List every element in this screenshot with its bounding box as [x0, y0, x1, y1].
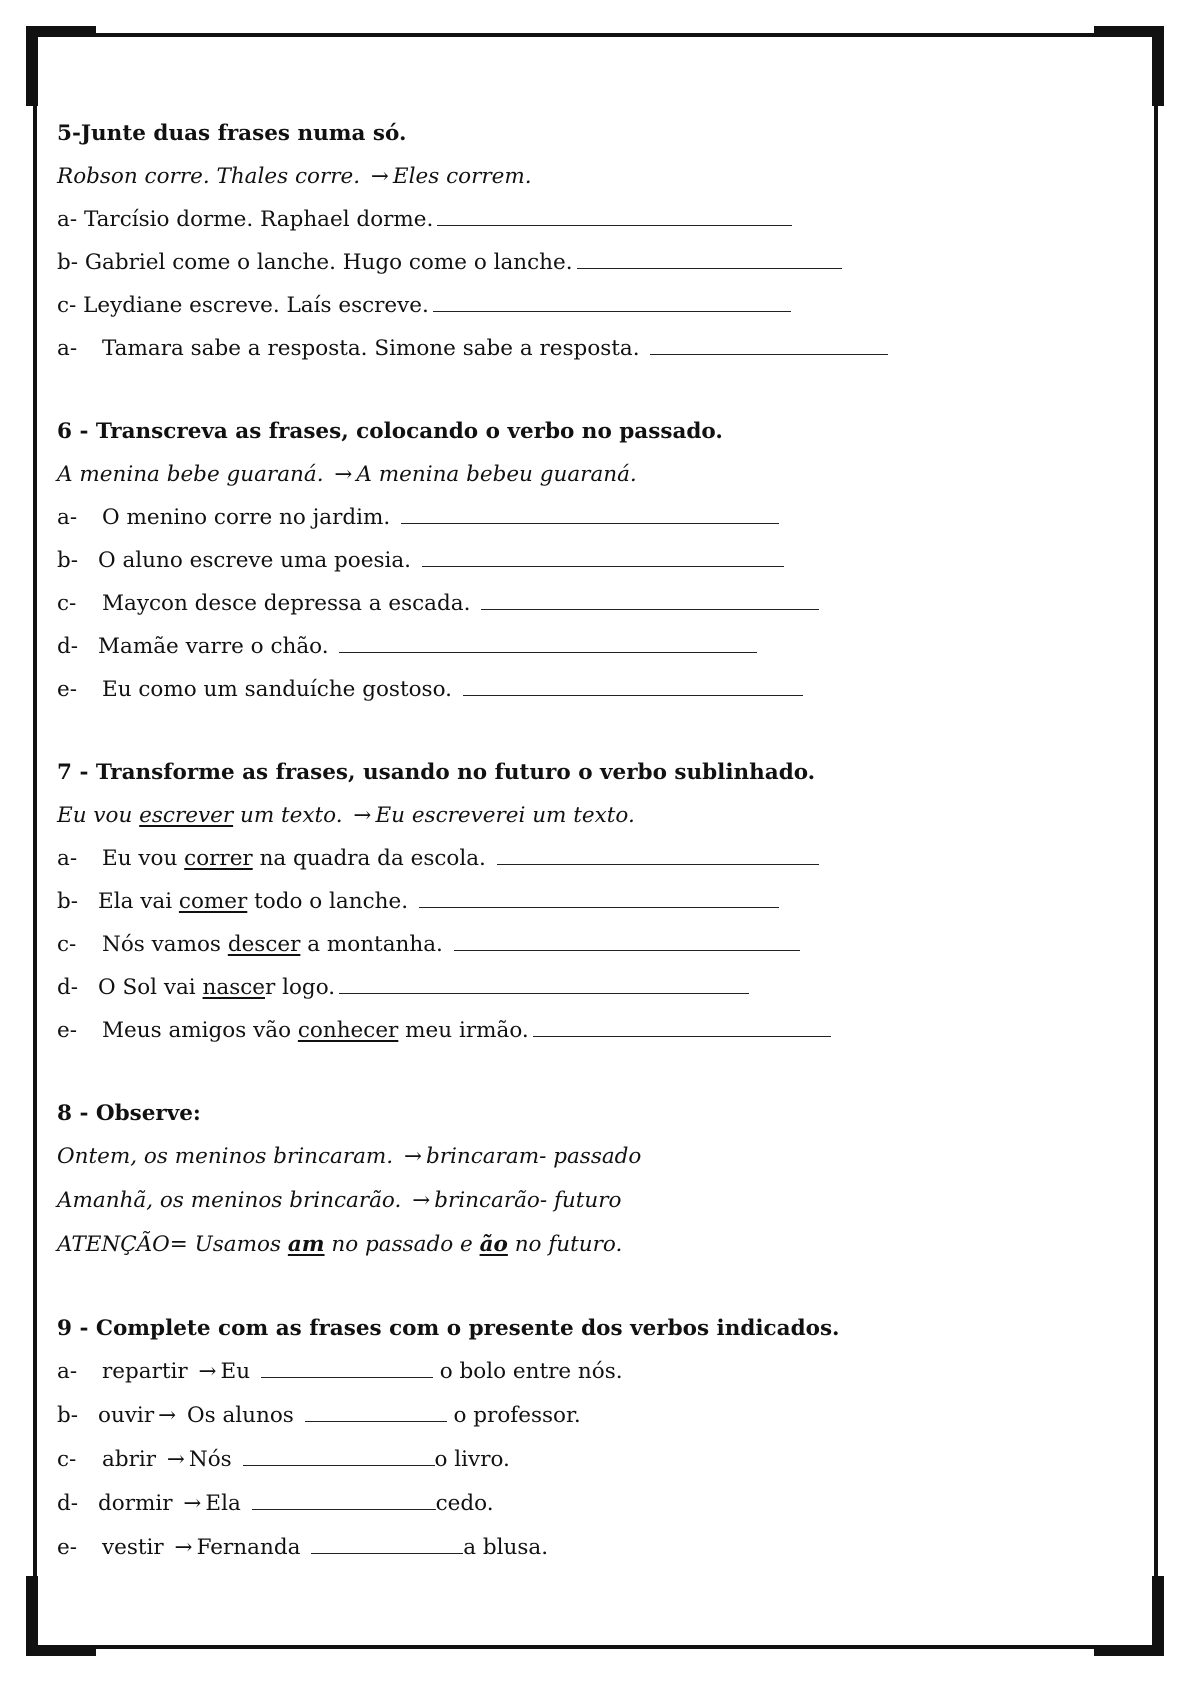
arrow-icon: → — [174, 1535, 193, 1560]
corner-ornament — [26, 26, 38, 106]
question-9 — [57, 1307, 1127, 1570]
arrow-icon: → — [412, 1188, 431, 1213]
question-8 — [57, 1092, 1127, 1267]
example-line: Eu vou escrever um texto. → Eu escreverei um texto. — [57, 803, 635, 828]
exercise-item: a- O menino corre no jardim. — [57, 496, 1127, 539]
arrow-icon: → — [198, 1359, 217, 1384]
underlined-verb: correr — [184, 846, 253, 871]
answer-blank[interactable] — [533, 1035, 831, 1037]
suffix-ao: ão — [479, 1232, 508, 1257]
answer-blank[interactable] — [339, 651, 757, 653]
exercise-item: a- repartir → Eu o bolo entre nós. — [57, 1359, 623, 1384]
answer-blank[interactable] — [577, 267, 842, 269]
arrow-icon: → — [183, 1491, 202, 1516]
answer-blank[interactable] — [437, 224, 792, 226]
answer-blank[interactable] — [252, 1508, 436, 1510]
exercise-item: d- Mamãe varre o chão. — [57, 625, 1127, 668]
arrow-icon: → — [370, 164, 389, 189]
answer-blank[interactable] — [261, 1376, 433, 1378]
underlined-verb: escrever — [139, 803, 234, 828]
exercise-item: a- Tarcísio dorme. Raphael dorme. — [57, 198, 1127, 241]
underlined-verb: conhecer — [297, 1018, 399, 1043]
corner-ornament — [1152, 1576, 1164, 1656]
exercise-item: c- abrir → Nós o livro. — [57, 1447, 510, 1472]
exercise-item: e- vestir → Fernanda a blusa. — [57, 1535, 549, 1560]
exercise-item: d- dormir → Ela cedo. — [57, 1491, 494, 1516]
answer-blank[interactable] — [463, 694, 803, 696]
exercise-item: a- Eu vou correr na quadra da escola. — [57, 837, 1127, 880]
answer-blank[interactable] — [422, 565, 784, 567]
example-line: Ontem, os meninos brincaram. → brincaram- passado — [57, 1144, 642, 1169]
exercise-item: b- O aluno escreve uma poesia. — [57, 539, 1127, 582]
answer-blank[interactable] — [650, 353, 888, 355]
question-title: 8 - Observe: — [57, 1101, 201, 1126]
answer-blank[interactable] — [497, 863, 819, 865]
attention-note: ATENÇÃO= Usamos am no passado e ão no futuro. — [57, 1232, 623, 1257]
exercise-item: c- Leydiane escreve. Laís escreve. — [57, 284, 1127, 327]
arrow-icon: → — [158, 1403, 177, 1428]
question-5 — [57, 112, 1127, 370]
exercise-item: c- Nós vamos descer a montanha. — [57, 923, 1127, 966]
underlined-verb: descer — [227, 932, 301, 957]
answer-blank[interactable] — [401, 522, 779, 524]
question-title: 5-Junte duas frases numa só. — [57, 121, 407, 146]
answer-blank[interactable] — [243, 1464, 435, 1466]
answer-blank[interactable] — [305, 1420, 447, 1422]
example-line: A menina bebe guaraná. → A menina bebeu guaraná. — [57, 462, 637, 487]
example-line: Robson corre. Thales corre. → Eles correm. — [57, 164, 532, 189]
exercise-item: d- O Sol vai nascer logo. — [57, 966, 1127, 1009]
arrow-icon: → — [403, 1144, 422, 1169]
corner-ornament — [1152, 26, 1164, 106]
arrow-icon: → — [166, 1447, 185, 1472]
answer-blank[interactable] — [454, 949, 800, 951]
exercise-item: b- ouvir → Os alunos o professor. — [57, 1403, 581, 1428]
suffix-am: am — [287, 1232, 325, 1257]
question-7 — [57, 751, 1127, 1052]
question-title: 6 - Transcreva as frases, colocando o verbo no passado. — [57, 419, 723, 444]
answer-blank[interactable] — [339, 992, 749, 994]
exercise-item: b- Ela vai comer todo o lanche. — [57, 880, 1127, 923]
underlined-verb: comer — [178, 889, 248, 914]
answer-blank[interactable] — [419, 906, 779, 908]
question-title: 7 - Transforme as frases, usando no futuro o verbo sublinhado. — [57, 760, 816, 785]
arrow-icon: → — [353, 803, 372, 828]
exercise-item: e- Eu como um sanduíche gostoso. — [57, 668, 1127, 711]
exercise-item: b- Gabriel come o lanche. Hugo come o lanche. — [57, 241, 1127, 284]
question-title: 9 - Complete com as frases com o presente dos verbos indicados. — [57, 1316, 840, 1341]
corner-ornament — [26, 1576, 38, 1656]
worksheet — [57, 112, 1127, 1570]
arrow-icon: → — [334, 462, 353, 487]
underlined-verb: nasce — [202, 975, 265, 1000]
answer-blank[interactable] — [433, 310, 791, 312]
example-line: Amanhã, os meninos brincarão. → brincarão- futuro — [57, 1188, 622, 1213]
exercise-item: a- Tamara sabe a resposta. Simone sabe a resposta. — [57, 327, 1127, 370]
answer-blank[interactable] — [311, 1552, 463, 1554]
question-6 — [57, 410, 1127, 711]
answer-blank[interactable] — [481, 608, 819, 610]
exercise-item: c- Maycon desce depressa a escada. — [57, 582, 1127, 625]
exercise-item: e- Meus amigos vão conhecer meu irmão. — [57, 1009, 1127, 1052]
